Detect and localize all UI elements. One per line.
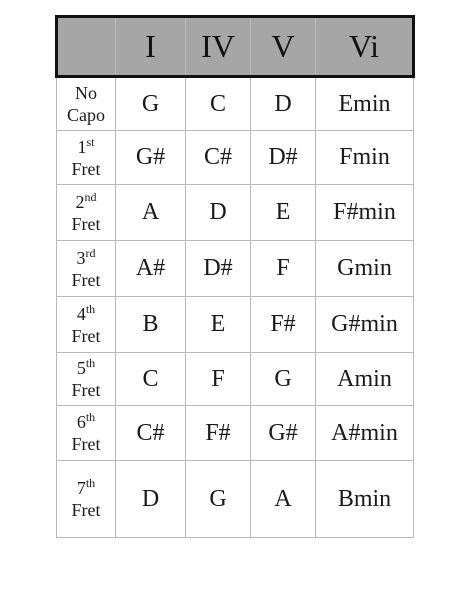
- chord-cell-V: G: [251, 353, 316, 406]
- fret-ordinal-suffix: th: [85, 476, 96, 490]
- fret-label: [57, 241, 116, 297]
- fret-ordinal-suffix: th: [85, 410, 96, 424]
- header-chord-I: I: [116, 17, 186, 77]
- chord-cell-IV: D#: [186, 241, 251, 297]
- fret-label-line2: Fret: [71, 434, 101, 454]
- fret-number: 3: [76, 247, 86, 268]
- chord-cell-IV: F: [186, 353, 251, 406]
- table-row: [57, 406, 414, 461]
- chord-cell-IV: C#: [186, 131, 251, 185]
- fret-label: [57, 353, 116, 406]
- chord-cell-V: A: [251, 461, 316, 538]
- fret-ordinal-suffix: th: [85, 356, 96, 370]
- chord-cell-V: F: [251, 241, 316, 297]
- table-row: [57, 353, 414, 406]
- chord-cell-V: E: [251, 185, 316, 241]
- chord-cell-V: D#: [251, 131, 316, 185]
- table-row: [57, 131, 414, 185]
- chord-cell-I: D: [116, 461, 186, 538]
- table-row: [57, 77, 414, 131]
- chord-cell-I: G#: [116, 131, 186, 185]
- chord-cell-vi: G#min: [316, 297, 414, 353]
- fret-number: 7: [76, 478, 86, 498]
- header-row: [57, 17, 414, 77]
- chord-cell-vi: Emin: [316, 77, 414, 131]
- chord-cell-I: C: [116, 353, 186, 406]
- fret-number: 6: [76, 412, 86, 432]
- fret-label-line2: Capo: [67, 105, 105, 125]
- chord-cell-I: B: [116, 297, 186, 353]
- table-row: [57, 297, 414, 353]
- fret-ordinal-suffix: nd: [84, 189, 97, 204]
- fret-label-line2: Fret: [71, 213, 101, 234]
- header-chord-V: V: [251, 17, 316, 77]
- fret-ordinal-suffix: th: [85, 301, 96, 316]
- chord-cell-V: D: [251, 77, 316, 131]
- chord-cell-I: A: [116, 185, 186, 241]
- chord-cell-vi: Gmin: [316, 241, 414, 297]
- fret-label: [57, 461, 116, 538]
- chord-cell-I: G: [116, 77, 186, 131]
- chord-cell-I: A#: [116, 241, 186, 297]
- fret-label-line2: Fret: [71, 158, 101, 179]
- fret-label: [57, 185, 116, 241]
- header-corner-cell: [57, 17, 116, 77]
- table-row: [57, 185, 414, 241]
- chord-cell-vi: Fmin: [316, 131, 414, 185]
- table-row: [57, 241, 414, 297]
- chord-cell-IV: D: [186, 185, 251, 241]
- fret-label-line2: Fret: [71, 380, 101, 400]
- fret-label-line2: Fret: [71, 269, 101, 290]
- fret-number: 5: [76, 358, 86, 378]
- fret-label-line1: No: [75, 83, 97, 103]
- fret-label: [57, 77, 116, 131]
- chord-cell-V: G#: [251, 406, 316, 461]
- chord-cell-V: F#: [251, 297, 316, 353]
- fret-label: [57, 131, 116, 185]
- chord-cell-vi: A#min: [316, 406, 414, 461]
- fret-label: [57, 406, 116, 461]
- fret-label-line2: Fret: [71, 500, 101, 520]
- fret-number: 4: [76, 303, 86, 324]
- chord-cell-IV: E: [186, 297, 251, 353]
- fret-ordinal-suffix: rd: [85, 245, 96, 260]
- fret-number: 1: [77, 136, 87, 157]
- fret-number: 2: [75, 191, 85, 212]
- chord-cell-vi: Bmin: [316, 461, 414, 538]
- header-chord-vi: Vi: [316, 17, 414, 77]
- capo-chord-table: [55, 15, 415, 538]
- fret-label-line2: Fret: [71, 325, 101, 346]
- header-chord-IV: IV: [186, 17, 251, 77]
- chord-cell-vi: Amin: [316, 353, 414, 406]
- chord-cell-IV: C: [186, 77, 251, 131]
- chord-cell-I: C#: [116, 406, 186, 461]
- chord-cell-IV: F#: [186, 406, 251, 461]
- chord-cell-vi: F#min: [316, 185, 414, 241]
- chord-cell-IV: G: [186, 461, 251, 538]
- table-row: [57, 461, 414, 538]
- fret-label: [57, 297, 116, 353]
- fret-ordinal-suffix: st: [86, 134, 95, 149]
